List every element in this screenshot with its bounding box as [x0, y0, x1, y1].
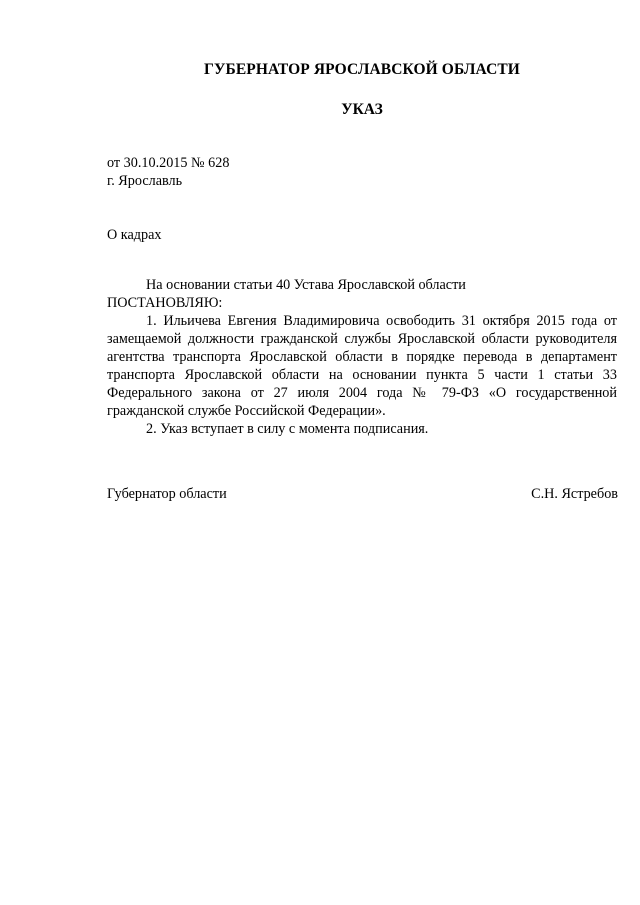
city: г. Ярославль: [107, 173, 183, 189]
document-subject: О кадрах: [107, 227, 162, 243]
signatory-position: Губернатор области: [107, 486, 227, 502]
document-type: УКАЗ: [341, 101, 383, 118]
issuing-authority: ГУБЕРНАТОР ЯРОСЛАВСКОЙ ОБЛАСТИ: [204, 61, 520, 78]
decree-word: ПОСТАНОВЛЯЮ:: [107, 295, 223, 311]
date-number: от 30.10.2015 № 628: [107, 155, 230, 171]
signatory-name: С.Н. Ястребов: [531, 486, 618, 502]
decree-item: 1. Ильичева Евгения Владимировича освободить 31 октября 2015 года от замещаемой должности гражданской службы Ярославской области руководителя агентства транспорта Ярославской области в порядке перевода в департамент транспорта Ярославской области на основании пункта 5 части 1 статьи 33 Федерального закона от 27 июля 2004 года № 79-ФЗ «О государственной гражданской службе Российской Федерации».: [107, 313, 617, 419]
preamble-basis: На основании статьи 40 Устава Ярославской области: [146, 277, 466, 293]
decree-item: 2. Указ вступает в силу с момента подписания.: [146, 421, 429, 437]
decree-body: [107, 312, 617, 438]
